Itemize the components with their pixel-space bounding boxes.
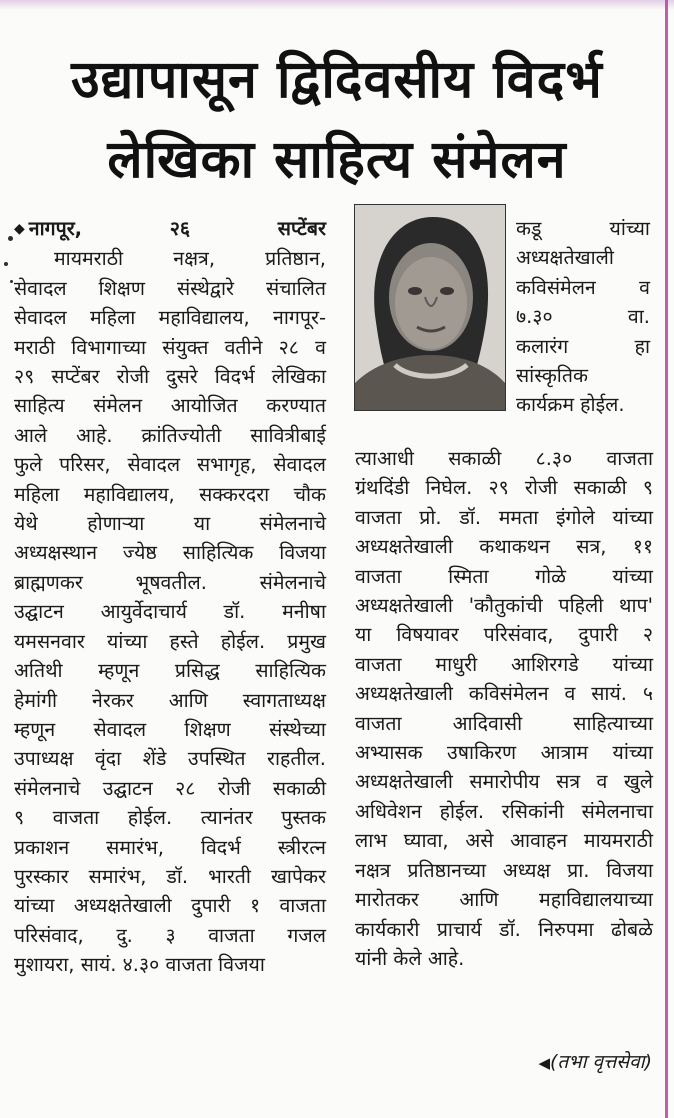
text-line: ७.३० वा. [516, 305, 650, 329]
print-speck [4, 262, 8, 266]
text-line: परिसंवाद, दु. ३ वाजता गजल [14, 923, 326, 947]
diamond-icon: ◆ [14, 221, 25, 237]
text-line: वाजता प्रो. डॉ. ममता इंगोले यांच्या [355, 505, 653, 529]
text-line: अध्यक्षतेखाली समारोपीय सत्र व खुले [355, 770, 653, 794]
text-line: अतिथी म्हणून प्रसिद्ध साहित्यिक [14, 659, 326, 683]
text-line: हेमांगी नेरकर आणि स्वागताध्यक्ष [14, 688, 326, 712]
text-line: साहित्य संमेलन आयोजित करण्यात [14, 394, 326, 418]
text-line: अध्यक्षतेखाली [516, 246, 614, 270]
text-line: कडू यांच्या [516, 217, 650, 240]
print-speck [8, 236, 13, 241]
credit-text: (तभा वृत्तसेवा) [550, 1051, 652, 1073]
text-line: कविसंमेलन व [516, 275, 650, 299]
text-line: महिला महाविद्यालय, सक्करदरा चौक [14, 482, 326, 506]
page-top-edge [0, 0, 674, 10]
article-column-right-top [516, 214, 650, 420]
text-line: वाजता आदिवासी साहित्याच्या [355, 711, 653, 735]
author-photo [354, 204, 506, 411]
text-line: अध्यक्षस्थान ज्येष्ठ साहित्यिक विजया [14, 541, 326, 565]
text-line: ९ वाजता होईल. त्यानंतर पुस्तक [14, 806, 326, 830]
text-line: मायमराठी नक्षत्र, प्रतिष्ठान, [54, 247, 326, 271]
text-line: नक्षत्र प्रतिष्ठानच्या अध्यक्ष प्रा. विजया [355, 858, 653, 882]
text-line: कलारंग हा [516, 334, 650, 358]
text-line: २९ सप्टेंबर रोजी दुसरे विदर्भ लेखिका [14, 365, 326, 389]
portrait-image [355, 205, 505, 410]
text-line: यांनी केले आहे. [355, 946, 465, 970]
dateline-row [14, 214, 326, 244]
text-line: येथे होणाऱ्या या संमेलनाचे [14, 512, 326, 536]
headline-line-1: उद्यापासून द्विदिवसीय विदर्भ [71, 50, 603, 110]
text-line: फुले परिसर, सेवादल सभागृह, सेवादल [14, 453, 326, 477]
print-speck [10, 280, 13, 283]
left-triangle-icon: ◀ [538, 1054, 550, 1072]
dateline: नागपूर, २६ सप्टेंबर [28, 217, 326, 240]
text-line: पुरस्कार समारंभ, डॉ. भारती खापेकर [14, 864, 326, 888]
text-line: लाभ घ्यावा, असे आवाहन मायमराठी [355, 829, 653, 853]
text-line: प्रकाशन समारंभ, विदर्भ स्त्रीरत्न [14, 835, 326, 859]
text-line: कार्यकारी प्राचार्य डॉ. निरुपमा ढोबळे [355, 917, 653, 941]
text-line: या विषयावर परिसंवाद, दुपारी २ [355, 623, 653, 647]
text-line: अध्यक्षतेखाली 'कौतुकांची पहिली थाप' [355, 594, 653, 618]
text-line: ब्राह्मणकर भूषवतील. संमेलनाचे [14, 570, 326, 594]
text-line: सांस्कृतिक [516, 364, 588, 388]
text-line: मुशायरा, सायं. ४.३० वाजता विजया [14, 953, 265, 977]
text-line: आले आहे. क्रांतिज्योती सावित्रीबाई [14, 423, 326, 447]
article-column-right [355, 444, 653, 973]
text-line: त्याआधी सकाळी ८.३० वाजता [355, 447, 653, 470]
text-line: मारोतकर आणि महाविद्यालयाच्या [355, 888, 653, 912]
text-line: यमसनवार यांच्या हस्ते होईल. प्रमुख [14, 629, 326, 653]
text-line: म्हणून सेवादल शिक्षण संस्थेच्या [14, 717, 326, 741]
text-line: अध्यक्षतेखाली कथाकथन सत्र, ११ [355, 535, 653, 559]
headline-line-2: लेखिका साहित्य संमेलन [107, 130, 567, 190]
text-line: उद्घाटन आयुर्वेदाचार्य डॉ. मनीषा [14, 600, 326, 624]
text-line: अध्यक्षतेखाली कविसंमेलन व सायं. ५ [355, 682, 653, 706]
text-line: अधिवेशन होईल. रसिकांनी संमेलनाचा [355, 799, 653, 823]
text-line: ग्रंथदिंडी निघेल. २९ रोजी सकाळी ९ [355, 476, 653, 500]
article-column-left [14, 214, 326, 980]
text-line: संमेलनाचे उद्घाटन २८ रोजी सकाळी [14, 776, 326, 800]
credit-line [538, 1048, 652, 1074]
text-line: अभ्यासक उषाकिरण आत्राम यांच्या [355, 741, 653, 765]
text-line: उपाध्यक्ष वृंदा शेंडे उपस्थित राहतील. [14, 747, 326, 771]
text-line: सेवादल महिला महाविद्यालय, नागपूर- [14, 306, 326, 330]
text-line: वाजता स्मिता गोळे यांच्या [355, 564, 653, 588]
text-line: सेवादल शिक्षण संस्थेद्वारे संचालित [14, 276, 326, 300]
text-line: यांच्या अध्यक्षतेखाली दुपारी १ वाजता [14, 894, 326, 918]
text-line: वाजता माधुरी आशिरगडे यांच्या [355, 652, 653, 676]
text-line: मराठी विभागाच्या संयुक्त वतीने २८ व [14, 335, 326, 359]
text-line: कार्यक्रम होईल. [516, 393, 625, 417]
